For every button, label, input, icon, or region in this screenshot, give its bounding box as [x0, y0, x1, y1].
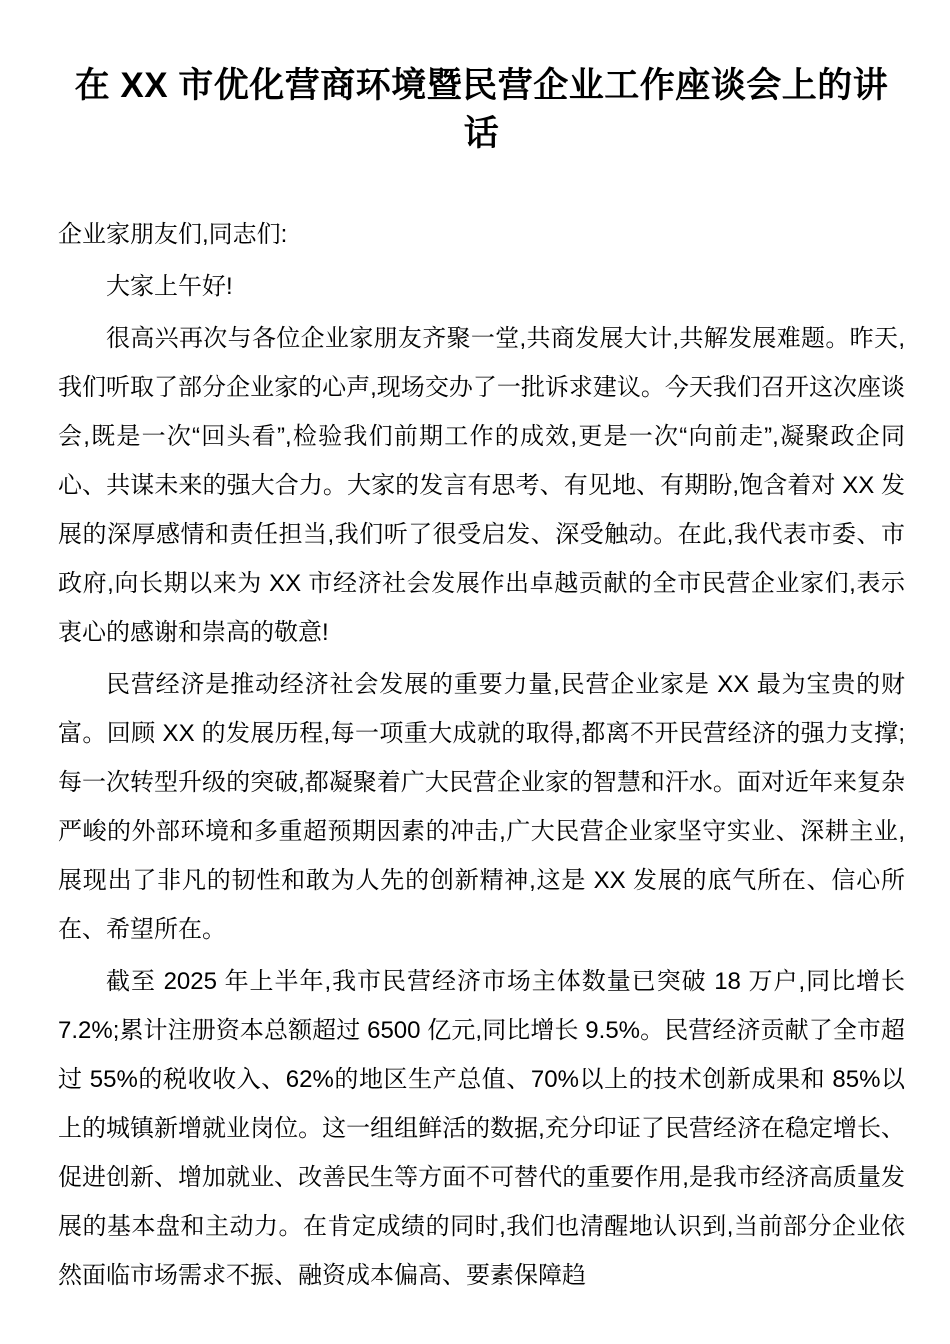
paragraph-private-economy: 民营经济是推动经济社会发展的重要力量,民营企业家是 XX 最为宝贵的财富。回顾 XX 的发展历程,每一项重大成就的取得,都离不开民营经济的强力支撑;每一次转型升级的突破,都凝聚着广大民营企业家的智慧和汗水。面对近年来复杂严峻的外部环境和多重超预期因素的冲击,广大民营企业家坚守实业、深耕主业,展现出了非凡的韧性和敢为人先的创新精神,这是 XX 发展的底气所在、信心所在、希望所在。 [58, 671, 905, 943]
paragraph-statistics: 截至 2025 年上半年,我市民营经济市场主体数量已突破 18 万户,同比增长 7.2%;累计注册资本总额超过 6500 亿元,同比增长 9.5%。民营经济贡献了全市超过 55%的税收收入、62%的地区生产总值、70%以上的技术创新成果和 85%以上的城镇新增就业岗位。这一组组鲜活的数据,充分印证了民营经济在稳定增长、促进创新、增加就业、改善民生等方面不可替代的重要作用,是我市经济高质量发展的基本盘和主动力。在肯定成绩的同时,我们也清醒地认识到,当前部分企业依然面临市场需求不振、融资成本偏高、要素保障趋 [58, 968, 905, 1289]
salutation-line: 企业家朋友们,同志们: [58, 221, 288, 248]
paragraph-greeting: 大家上午好! [106, 273, 233, 300]
document-title: 在 XX 市优化营商环境暨民营企业工作座谈会上的讲话 [74, 66, 889, 153]
paragraph-opening: 很高兴再次与各位企业家朋友齐聚一堂,共商发展大计,共解发展难题。昨天,我们听取了部分企业家的心声,现场交办了一批诉求建议。今天我们召开这次座谈会,既是一次“回头看”,检验我们前期工作的成效,更是一次“向前走”,凝聚政企同心、共谋未来的强大合力。大家的发言有思考、有见地、有期盼,饱含着对 XX 发展的深厚感情和责任担当,我们听了很受启发、深受触动。在此,我代表市委、市政府,向长期以来为 XX 市经济社会发展作出卓越贡献的全市民营企业家们,表示衷心的感谢和崇高的敬意! [58, 325, 905, 646]
